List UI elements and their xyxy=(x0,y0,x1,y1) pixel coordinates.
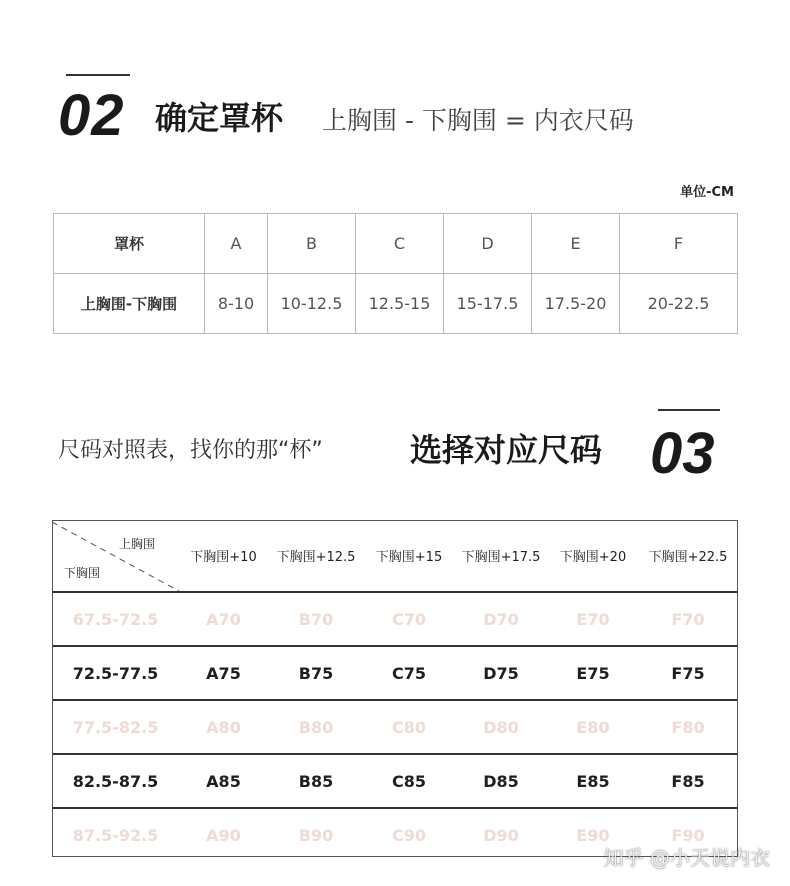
size-cell: C80 xyxy=(364,700,454,754)
corner-cell xyxy=(52,520,179,592)
size-cell: A90 xyxy=(206,825,241,845)
cup-letter: B xyxy=(268,214,356,274)
size-cell: F70 xyxy=(638,592,738,646)
size-cell: B75 xyxy=(268,646,364,700)
section-03-rule xyxy=(658,409,720,411)
size-cell: B80 xyxy=(268,700,364,754)
unit-label: 单位-CM xyxy=(680,185,734,200)
size-cell: D80 xyxy=(454,700,548,754)
cup-header-label: 罩杯 xyxy=(54,214,205,274)
size-cell: C75 xyxy=(364,646,454,700)
size-cell: D85 xyxy=(454,754,548,808)
size-cell: C85 xyxy=(364,754,454,808)
cup-letter: E xyxy=(532,214,620,274)
size-chart xyxy=(52,520,738,857)
cup-letter: D xyxy=(444,214,532,274)
table-row xyxy=(52,754,738,808)
underbust-range: 67.5-72.5 xyxy=(52,592,179,646)
underbust-range: 82.5-87.5 xyxy=(52,754,179,808)
cup-letter: F xyxy=(620,214,738,274)
size-cell: B90 xyxy=(298,825,334,845)
section-03-title: 选择对应尺码 xyxy=(410,431,603,469)
size-cell: E75 xyxy=(548,646,638,700)
column-header: 下胸围+20 xyxy=(548,520,638,592)
underbust-range: 77.5-82.5 xyxy=(52,700,179,754)
section-03-subtitle: 尺码对照表，找你的那“杯” xyxy=(58,438,323,463)
size-cell: A85 xyxy=(179,754,268,808)
size-cell: A80 xyxy=(179,700,268,754)
column-header: 下胸围+15 xyxy=(364,520,454,592)
table-row xyxy=(52,646,738,700)
size-cell: E85 xyxy=(548,754,638,808)
underbust-range: 87.5-92.5 xyxy=(72,825,159,845)
cup-letter: C xyxy=(356,214,444,274)
section-02-number: 02 xyxy=(58,83,125,148)
size-cell: B85 xyxy=(268,754,364,808)
size-cell: F80 xyxy=(638,700,738,754)
size-cell: A75 xyxy=(179,646,268,700)
size-cell: B70 xyxy=(268,592,364,646)
size-chart-header-row xyxy=(52,520,738,592)
column-header: 下胸围+12.5 xyxy=(268,520,364,592)
section-03-number: 03 xyxy=(650,421,715,486)
size-cell: E80 xyxy=(548,700,638,754)
range-row-label: 上胸围-下胸围 xyxy=(54,274,205,334)
column-header: 下胸围+17.5 xyxy=(454,520,548,592)
size-cell: F75 xyxy=(638,646,738,700)
underbust-range: 72.5-77.5 xyxy=(52,646,179,700)
table-row xyxy=(52,592,738,646)
column-header: 下胸围+10 xyxy=(179,520,268,592)
cup-range: 12.5-15 xyxy=(356,274,444,334)
cup-table-range-row xyxy=(54,274,738,334)
size-chart-table xyxy=(52,520,738,861)
watermark: 知乎 @小天说内衣 xyxy=(603,846,770,870)
size-cell: E70 xyxy=(548,592,638,646)
cup-range: 20-22.5 xyxy=(620,274,738,334)
table-row xyxy=(52,700,738,754)
size-cell: C70 xyxy=(364,592,454,646)
cup-range: 10-12.5 xyxy=(268,274,356,334)
size-cell: D75 xyxy=(454,646,548,700)
section-02-rule xyxy=(66,74,130,76)
cup-table xyxy=(53,213,738,334)
size-cell: D90 xyxy=(483,825,519,845)
size-cell: E90 xyxy=(576,825,610,845)
cup-letter: A xyxy=(205,214,268,274)
corner-lower-label: 下胸围 xyxy=(64,566,101,580)
size-cell: F85 xyxy=(638,754,738,808)
section-02-title: 确定罩杯 xyxy=(155,99,284,137)
corner-upper-label: 上胸围 xyxy=(118,537,155,551)
cup-range: 8-10 xyxy=(205,274,268,334)
size-cell: D70 xyxy=(454,592,548,646)
cup-range: 17.5-20 xyxy=(532,274,620,334)
size-cell: C90 xyxy=(391,825,426,845)
cup-table-header-row xyxy=(54,214,738,274)
column-header: 下胸围+22.5 xyxy=(638,520,738,592)
cup-range: 15-17.5 xyxy=(444,274,532,334)
size-cell: F90 xyxy=(671,825,705,845)
size-cell: A70 xyxy=(179,592,268,646)
section-02-formula: 上胸围 - 下胸围 = 内衣尺码 xyxy=(322,106,634,135)
